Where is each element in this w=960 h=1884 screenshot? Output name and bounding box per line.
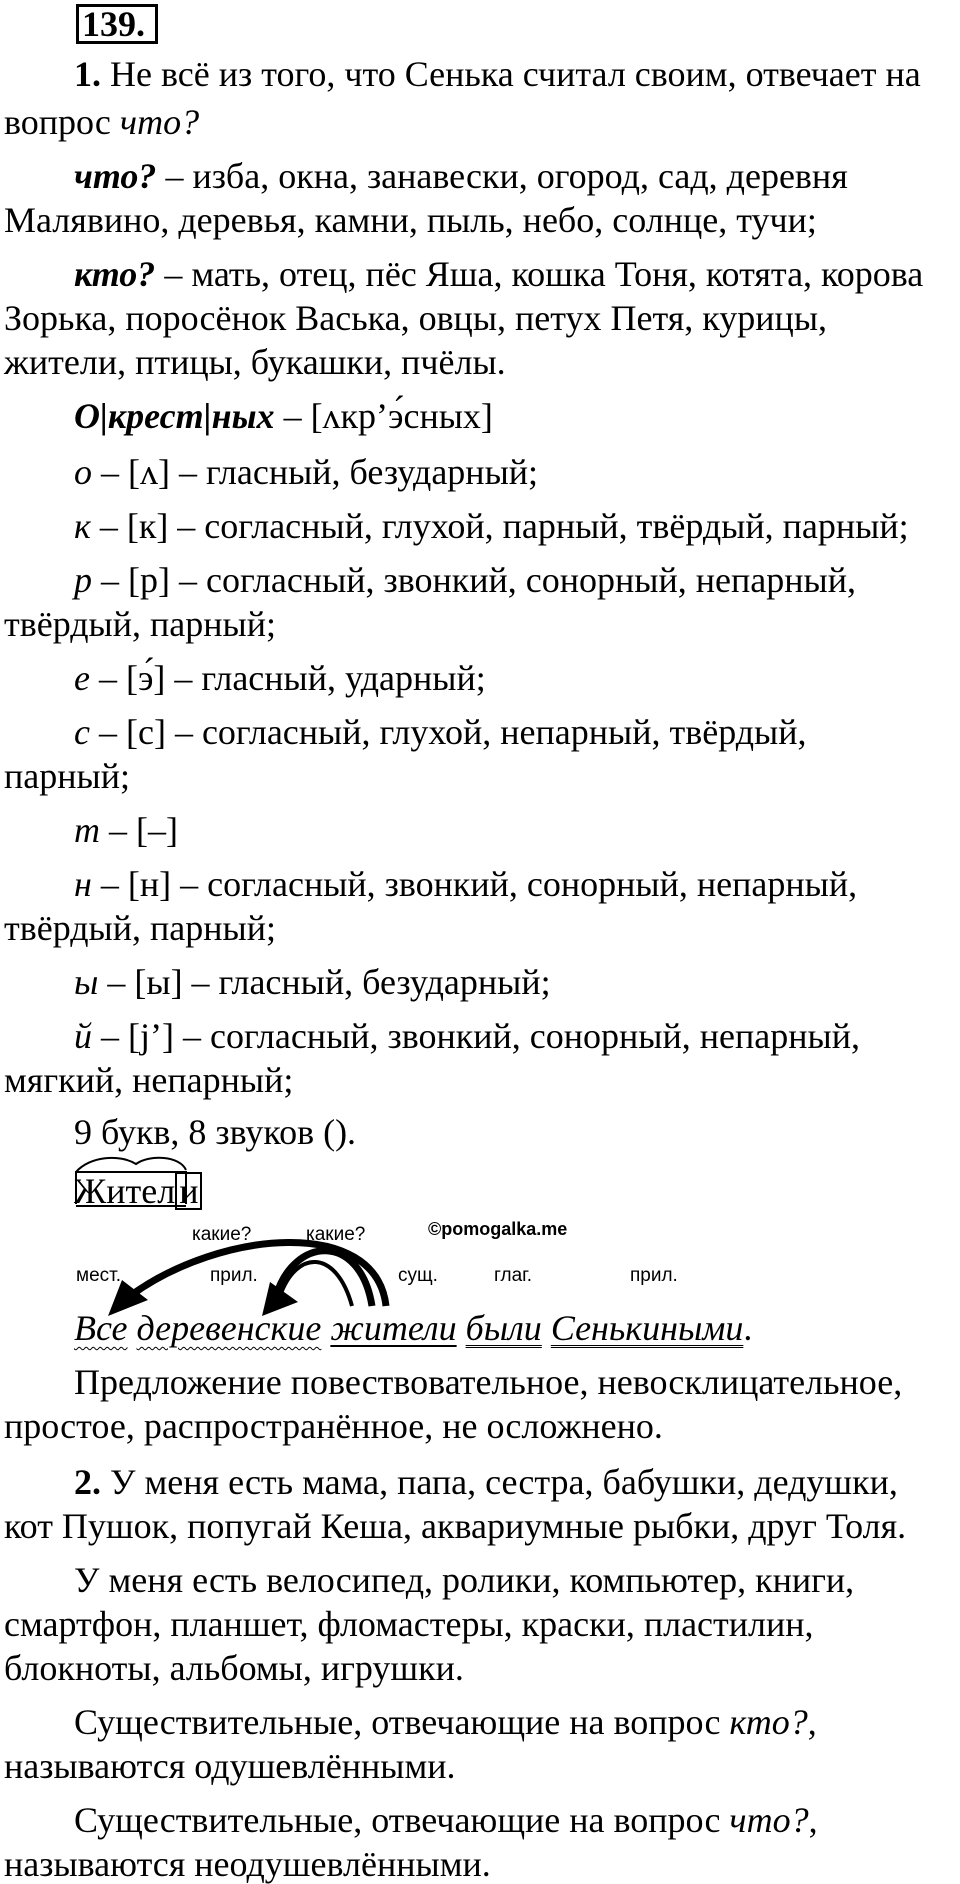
part2-p4-line2: называются неодушевлёнными. (4, 1844, 491, 1884)
phonetic-letter: н (74, 864, 92, 904)
who-list-line3: жители, птицы, букашки, пчёлы. (4, 342, 506, 382)
phonetic-row-continuation: твёрдый, парный; (4, 908, 276, 948)
morph-stem: Жител (74, 1171, 176, 1211)
phonetic-description: – [р] – согласный, звонкий, сонорный, непарный, (92, 560, 856, 600)
pos-verb: глаг. (494, 1265, 533, 1286)
phonetic-description: – [ʌ] – гласный, безударный; (92, 452, 539, 492)
part2-p3-comma: , (807, 1702, 817, 1742)
pos-pronoun: мест. (76, 1265, 122, 1286)
sentence-description-line2: простое, распространённое, не осложнено. (4, 1406, 663, 1446)
question-what: что? (119, 102, 200, 142)
phonetic-row-continuation: твёрдый, парный; (4, 604, 276, 644)
phonetic-letter: е (74, 658, 90, 698)
sentence-dot: . (743, 1308, 753, 1348)
question-label-1: какие? (192, 1224, 252, 1245)
question-what-2: что? (729, 1800, 809, 1840)
sentence-description-line1: Предложение повествовательное, невосклицательное, (74, 1362, 903, 1402)
part2-p4-line1 (74, 1802, 818, 1838)
part1-intro-text: Не всё из того, что Сенька считал своим, отвечает на (101, 54, 921, 94)
part2-p4-text: Существительные, отвечающие на вопрос (74, 1800, 730, 1840)
phonetic-description: – [н] – согласный, звонкий, сонорный, непарный, (91, 864, 858, 904)
part2-p2-line2: смартфон, планшет, фломастеры, краски, пластилин, (4, 1604, 814, 1644)
part2-p4-comma: , (808, 1800, 818, 1840)
part2-p1-text1: У меня есть мама, папа, сестра, бабушки, дедушки, (101, 1462, 898, 1502)
task-number: 139. (82, 4, 145, 44)
what-list-text1: – изба, окна, занавески, огород, сад, деревня (156, 156, 848, 196)
phonetic-letter: о (74, 452, 92, 492)
phonetic-letter: т (74, 810, 100, 850)
word-senkinymi-predicate: Сенькиными (550, 1308, 744, 1348)
pos-adjective-1: прил. (210, 1265, 258, 1286)
question-label-2: какие? (306, 1224, 366, 1245)
word-byli-predicate: были (465, 1308, 542, 1348)
phonetic-row-continuation: парный; (4, 756, 130, 796)
part1-intro-text2: вопрос (4, 102, 120, 142)
phonetic-transcription: – [ʌкр’э́сных] (274, 396, 493, 436)
phonetic-letter: с (74, 712, 90, 752)
part2-p2-line1: У меня есть велосипед, ролики, компьютер, книги, (74, 1560, 855, 1600)
part1-number: 1. (74, 54, 101, 94)
phonetic-letter: ы (74, 962, 99, 1002)
phonetic-letter: й (74, 1016, 92, 1056)
phonetic-description: – [с] – согласный, глухой, непарный, твёрдый, (89, 712, 807, 752)
phonetic-description: – [э́] – гласный, ударный; (89, 658, 486, 698)
part2-number: 2. (74, 1462, 101, 1502)
phonetic-letter: к (74, 506, 91, 546)
watermark: ©pomogalka.me (428, 1219, 568, 1239)
pos-noun: сущ. (398, 1265, 438, 1286)
word-vse: Все (74, 1308, 128, 1348)
phonetic-description: – [к] – согласный, глухой, парный, твёрдый, парный; (90, 506, 909, 546)
part2-p3-text: Существительные, отвечающие на вопрос (74, 1702, 730, 1742)
pos-adjective-2: прил. (630, 1265, 678, 1286)
morph-ending: и (175, 1172, 202, 1210)
word-zhiteli-subject: жители (330, 1308, 457, 1348)
part2-p3-line2: называются одушевлёнными. (4, 1746, 456, 1786)
who-list-text1: – мать, отец, пёс Яша, кошка Тоня, котята, корова (155, 254, 924, 294)
question-who: кто? (729, 1702, 808, 1742)
phonetic-description: – [ы] – гласный, безударный; (98, 962, 551, 1002)
who-label: кто? (74, 254, 156, 294)
parsed-sentence (74, 1310, 752, 1346)
phonetic-row-continuation: мягкий, непарный; (4, 1060, 294, 1100)
who-list-line2: Зорька, поросёнок Васька, овцы, петух Петя, курицы, (4, 298, 828, 338)
part2-p1-line1 (74, 1464, 898, 1500)
phonetic-word: О|крест|ных (74, 396, 275, 436)
phonetic-description: – [–] (100, 810, 178, 850)
phonetic-letter: р (74, 560, 92, 600)
what-label: что? (74, 156, 157, 196)
part2-p1-line2: кот Пушок, попугай Кеша, аквариумные рыбки, друг Толя. (4, 1506, 907, 1546)
word-derevenskie: деревенские (136, 1308, 322, 1348)
part2-p2-line3: блокноты, альбомы, игрушки. (4, 1648, 464, 1688)
what-list-line2: Малявино, деревья, камни, пыль, небо, солнце, тучи; (4, 200, 817, 240)
part2-p3-line1 (74, 1704, 817, 1740)
phonetic-summary: 9 букв, 8 звуков (). (74, 1112, 357, 1152)
phonetic-description: – [j’] – согласный, звонкий, сонорный, непарный, (92, 1016, 860, 1056)
